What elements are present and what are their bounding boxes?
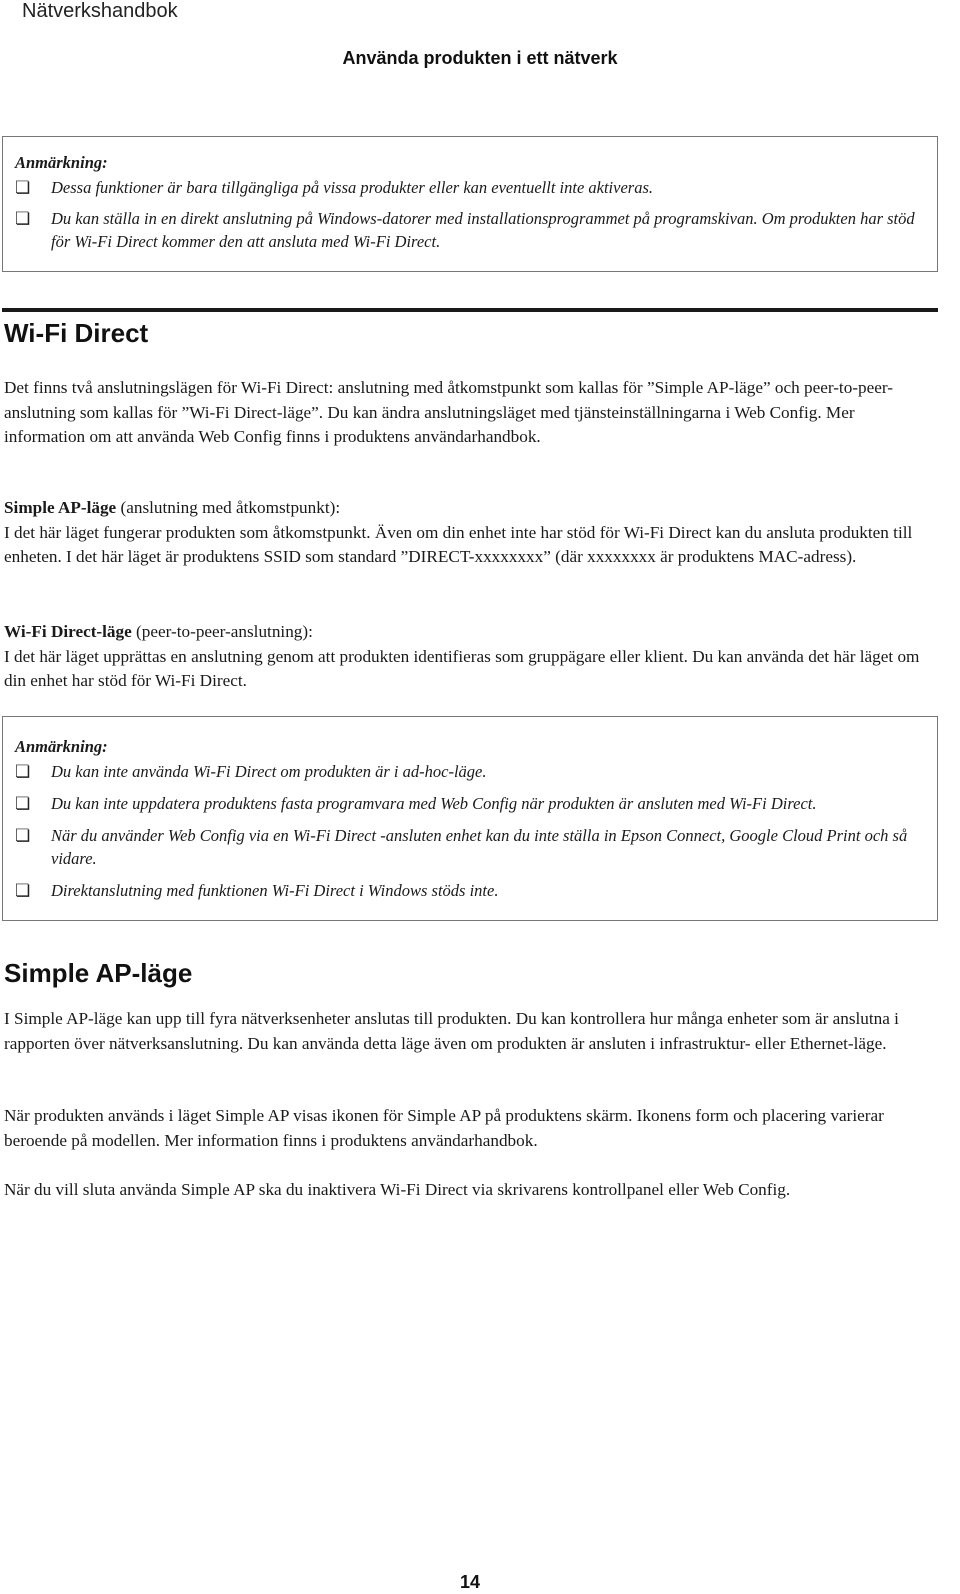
- section-divider: [2, 308, 938, 312]
- note-item-text: Du kan ställa in en direkt anslutning på Windows-datorer med installationsprogrammet på programskivan. Om produkten har stöd för Wi-Fi Direct kommer den att ansluta med Wi-Fi Direct.: [51, 209, 915, 251]
- note-item-text: När du använder Web Config via en Wi-Fi Direct -ansluten enhet kan du inte ställa in Epson Connect, Google Cloud Print och så vidare.: [51, 826, 908, 868]
- wifi-direct-intro: Det finns två anslutningslägen för Wi-Fi Direct: anslutning med åtkomstpunkt som kallas för ”Simple AP-läge” och peer-to-peer-anslutning som kallas för ”Wi-Fi Direct-läge”. Du kan ändra anslutningsläget med tjänsteinställningarna i Web Config. Mer information om att använda Web Config finns i produktens användarhandbok.: [4, 378, 893, 446]
- wifi-direct-mode-block: [4, 620, 939, 694]
- note-item: [15, 207, 925, 253]
- checkbox-bullet-icon: ❏: [15, 881, 31, 900]
- note-list: [15, 176, 925, 253]
- checkbox-bullet-icon: ❏: [15, 209, 31, 228]
- simple-ap-paragraph: I Simple AP-läge kan upp till fyra nätverksenheter anslutas till produkten. Du kan kontrollera hur många enheter som är anslutna i rapporten över nätverksanslutning. Du kan använda detta läge även om produkten är ansluten i infrastruktur- eller Ethernet-läge.: [4, 1009, 899, 1053]
- chapter-title: Använda produkten i ett nätverk: [342, 48, 618, 68]
- note-item: [15, 792, 925, 815]
- simple-ap-description: I det här läget fungerar produkten som åtkomstpunkt. Även om din enhet inte har stöd för Wi-Fi Direct kan du ansluta produkten till enheten. I det här läget är produktens SSID som standard ”DIRECT-xxxxxxxx” (där xxxxxxxx är produktens MAC-adress).: [4, 522, 913, 566]
- note-box: [2, 716, 938, 921]
- note-item-text: Du kan inte använda Wi-Fi Direct om produkten är i ad-hoc-läge.: [51, 762, 487, 781]
- note-list: [15, 760, 925, 902]
- checkbox-bullet-icon: ❏: [15, 762, 31, 781]
- note-item: [15, 760, 925, 783]
- checkbox-bullet-icon: ❏: [15, 178, 31, 197]
- simple-ap-paragraph: När du vill sluta använda Simple AP ska du inaktivera Wi-Fi Direct via skrivarens kontrollpanel eller Web Config.: [4, 1180, 791, 1199]
- section-heading-simple-ap: Simple AP-läge: [4, 958, 193, 988]
- wifi-direct-description: I det här läget upprättas en anslutning genom att produkten identifieras som gruppägare eller klient. Du kan använda det här läget om din enhet har stöd för Wi-Fi Direct.: [4, 646, 920, 690]
- note-item: [15, 824, 925, 870]
- note-title: Anmärkning:: [15, 737, 108, 756]
- simple-ap-term: Simple AP-läge: [4, 498, 117, 517]
- checkbox-bullet-icon: ❏: [15, 826, 31, 845]
- simple-ap-term-rest: (anslutning med åtkomstpunkt):: [116, 498, 341, 517]
- note-item: [15, 176, 925, 199]
- note-item-text: Du kan inte uppdatera produktens fasta programvara med Web Config när produkten är ansluten med Wi-Fi Direct.: [51, 794, 817, 813]
- wifi-direct-term-rest: (peer-to-peer-anslutning):: [131, 622, 313, 641]
- section-heading-wifi-direct: Wi-Fi Direct: [4, 318, 149, 348]
- note-item-text: Direktanslutning med funktionen Wi-Fi Direct i Windows stöds inte.: [51, 881, 499, 900]
- page-number: 14: [459, 1572, 481, 1592]
- simple-ap-mode-block: [4, 496, 939, 570]
- checkbox-bullet-icon: ❏: [15, 794, 31, 813]
- note-box: [2, 136, 938, 272]
- running-header: Nätverkshandbok: [22, 0, 178, 22]
- note-title: Anmärkning:: [15, 153, 108, 172]
- simple-ap-paragraph: När produkten används i läget Simple AP visas ikonen för Simple AP på produktens skärm. Ikonens form och placering varierar beroende på modellen. Mer information finns i produktens användarhandbok.: [4, 1106, 884, 1150]
- wifi-direct-term: Wi-Fi Direct-läge: [4, 622, 132, 641]
- note-item-text: Dessa funktioner är bara tillgängliga på vissa produkter eller kan eventuellt inte aktiveras.: [51, 178, 654, 197]
- note-item: [15, 879, 925, 902]
